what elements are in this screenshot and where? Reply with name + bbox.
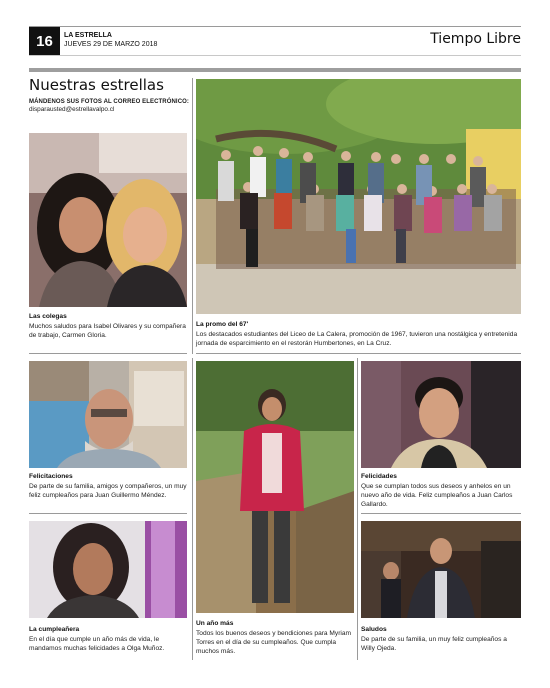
caption-text: De parte de su familia, amigos y compañeros, un muy feliz cumpleaños para Juan Guillermo Méndez. xyxy=(29,483,187,499)
caption-title: La promo del 67' xyxy=(196,321,249,328)
caption-title: Felicidades xyxy=(361,473,397,480)
caption-un-ano-mas xyxy=(196,619,354,656)
caption-title: Un año más xyxy=(196,620,234,627)
page-number: 16 xyxy=(29,27,60,55)
photo-la-cumpleanera xyxy=(29,521,187,618)
caption-title: La cumpleañera xyxy=(29,626,80,633)
caption-la-promo-del-67 xyxy=(196,320,521,348)
header-top-rule xyxy=(29,26,521,27)
send-photos-label: MÁNDENOS SUS FOTOS AL CORREO ELECTRÓNICO: xyxy=(29,99,189,105)
newspaper-info xyxy=(64,31,157,49)
caption-felicitaciones xyxy=(29,472,187,500)
column-divider xyxy=(192,358,193,660)
photo-las-colegas xyxy=(29,133,187,307)
caption-las-colegas xyxy=(29,312,187,340)
photo-un-ano-mas xyxy=(196,361,354,613)
caption-title: Saludos xyxy=(361,626,387,633)
caption-saludos xyxy=(361,625,521,653)
caption-text: De parte de su familia, un muy feliz cumpleaños a Willy Ojeda. xyxy=(361,636,507,652)
caption-text: Que se cumplan todos sus deseos y anhelos en un nuevo año de vida. Feliz cumpleaños a Juan Carlos Gallardo. xyxy=(361,483,513,508)
contact-email[interactable]: disparausted@estrellavalpo.cl xyxy=(29,106,115,113)
caption-title: Las colegas xyxy=(29,313,67,320)
caption-title: Felicitaciones xyxy=(29,473,73,480)
feature-title: Nuestras estrellas xyxy=(29,76,164,94)
column-divider xyxy=(357,358,358,660)
row-divider xyxy=(361,513,521,514)
caption-la-cumpleanera xyxy=(29,625,187,653)
caption-felicidades xyxy=(361,472,521,509)
photo-felicitaciones xyxy=(29,361,187,468)
issue-date: JUEVES 29 DE MARZO 2018 xyxy=(64,41,158,48)
feature-rule xyxy=(29,68,521,72)
row-divider xyxy=(29,513,187,514)
section-title: Tiempo Libre xyxy=(430,31,521,47)
column-divider xyxy=(192,78,193,354)
row-divider xyxy=(29,353,187,354)
newspaper-name: LA ESTRELLA xyxy=(64,32,112,39)
photo-saludos xyxy=(361,521,521,618)
photo-felicidades xyxy=(361,361,521,468)
caption-text: Los destacados estudiantes del Liceo de La Calera, promoción de 1967, tuvieron una nostálgica y entretenida jornada de esparcimiento en el restorán Humbertones, en La Cruz. xyxy=(196,331,518,347)
photo-la-promo-del-67 xyxy=(196,79,521,314)
row-divider xyxy=(196,353,521,354)
caption-text: En el día que cumple un año más de vida, le mandamos muchas felicidades a Olga Muñoz. xyxy=(29,636,165,652)
header-rule xyxy=(29,55,521,56)
caption-text: Todos los buenos deseos y bendiciones para Myriam Torres en el día de su cumpleaños. Que cumpla muchos más. xyxy=(196,630,352,655)
caption-text: Muchos saludos para Isabel Olivares y su compañera de trabajo, Carmen Gloria. xyxy=(29,323,186,339)
